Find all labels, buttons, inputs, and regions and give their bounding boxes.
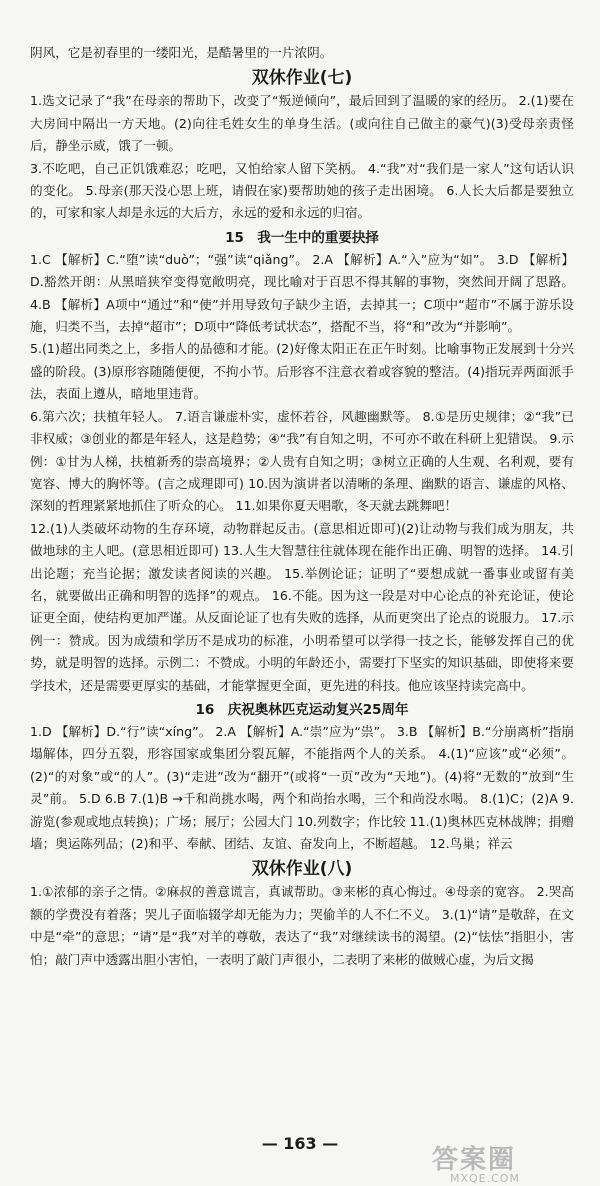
intro-line: 阴风，它是初春里的一缕阳光，是酷暑里的一片浓阴。	[30, 45, 333, 60]
answer-paragraph: 1.①浓郁的亲子之情。②麻叔的善意谎言，真诚帮助。③来彬的真心悔过。④母亲的宽容。 2.哭高额的学费没有着落；哭儿子面临辍学却无能为力；哭偷羊的人不仁不义。 3.(1)“请”是敬辞，在文中是“牵”的意思；“请”是“我”对羊的尊敬，表达了“我”对继续读书的渴望。(2)“怯怯”指胆小，害怕；敲门声中透露出胆小害怕，一表明了敲门声很小，二表明了来彬的做贼心虚，为后文揭	[30, 884, 574, 967]
section-weekend-homework-7	[30, 66, 574, 224]
answer-paragraph: 1.D 【解析】D.“行”读“xíng”。 2.A 【解析】A.“崇”应为“祟”。 3.B 【解析】B.“分崩离析”指崩塌解体，四分五裂，形容国家或集团分裂瓦解，不能指两个人的关系。 4.(1)“应该”或“必须”。(2)“的对象”或“的人”。(3)“走进”改为“翻开”(或将“一页”改为“天地”)。(4)将“无数的”放到“生灵”前。 5.D 6.B 7.(1)B →千和尚挑水喝，两个和尚抬水喝，三个和尚没水喝。 8.(1)C；(2)A 9.游览(参观或地点转换)；广场；展厅；公园大门 10.列数字；作比较 11.(1)奥林匹克林战牌；捐赠墙；奥运陈列品；(2)和平、奉献、团结、友谊、奋发向上，不断超越。 12.鸟巢；祥云	[30, 723, 574, 851]
answer-paragraph: 1.C 【解析】C.“堕”读“duò”；“强”读“qiǎng”。 2.A 【解析】A.“入”应为“如”。 3.D 【解析】D.豁然开朗：从黑暗狭窄变得宽敞明亮，现比喻对于百思不得其解的事物，突然间开阔了思路。 4.B 【解析】A项中“通过”和“使”并用导致句子缺少主语，去掉其一；C项中“超市”不属于游乐设施，归类不当，去掉“超市”；D项中“降低考试状态”，搭配不当，将“和”改为“并影响”。	[30, 251, 574, 335]
answer-paragraph: 1.选文记录了“我”在母亲的帮助下，改变了“叛逆倾向”，最后回到了温暖的家的经历。 2.(1)要在大房间中隔出一方天地。(2)向往毛姓女生的单身生活。(或向往自己做主的豪气)(3)受母亲责怪后，静坐示威，饿了一顿。	[30, 93, 574, 154]
section-weekend-homework-8	[30, 857, 574, 971]
watermark-text: 答案圈	[432, 1145, 517, 1175]
answer-page	[30, 42, 574, 971]
section-lesson-16	[30, 699, 574, 855]
page-number: — 163 —	[261, 1134, 339, 1153]
section-title: 15 我一生中的重要抉择	[225, 229, 379, 246]
watermark-logo	[432, 1145, 582, 1185]
answer-paragraph: 6.第六次；扶植年轻人。 7.语言谦虚朴实，虚怀若谷，风趣幽默等。 8.①是历史规律；②“我”已非权威；③创业的都是年轻人，这是趋势；④“我”有自知之明，不可亦不敢在科研上犯错误。 9.示例：①甘为人梯，扶植新秀的崇高境界；②人贵有自知之明；③树立正确的人生观、名利观，要有宽容、博大的胸怀等。(言之成理即可) 10.因为演讲者以清晰的条理、幽默的语言、谦虚的风格、深刻的哲理紧紧地抓住了听众的心。 11.如果你夏天唱歌，冬天就去跳舞吧！	[30, 408, 574, 514]
section-lesson-15	[30, 227, 574, 697]
watermark-url: MXQE.COM	[450, 1172, 520, 1185]
answer-paragraph: 3.不吃吧，自己正饥饿难忍；吃吧，又怕给家人留下笑柄。 4.“我”对“我们是一家人”这句话认识的变化。 5.母亲(那天没心思上班，请假在家)要帮助她的孩子走出困境。 6.人长大后都是要独立的，可家和家人却是永远的大后方，永远的爱和永远的归宿。	[30, 160, 574, 221]
answer-paragraph: 5.(1)超出同类之上，多指人的品德和才能。(2)好像太阳正在正午时刻。比喻事物正发展到十分兴盛的阶段。(3)原形容随随便便，不拘小节。后形容不注意衣着或容貌的整洁。(4)指玩弄两面派手法，表面上遵从，暗地里违背。	[30, 341, 574, 402]
section-title: 16 庆祝奥林匹克运动复兴25周年	[195, 701, 409, 718]
answer-paragraph: 12.(1)人类破坏动物的生存环境，动物群起反击。(意思相近即可)(2)让动物与我们成为朋友，共做地球的主人吧。(意思相近即可) 13.人生大智慧往往就体现在能作出正确、明智的选择。 14.引出论题；充当论据；激发读者阅读的兴趣。 15.举例论证；证明了“要想成就一番事业或留有美名，就要做出正确和明智的选择”的观点。 16.不能。因为这一段是对中心论点的补充论证，使论证更全面，使结构更加严谨。从反面论证了也有失败的选择，从而更突出了论点的说服力。 17.示例一：赞成。因为成绩和学历不是成功的标准，小明希望可以学得一技之长，能够发挥自己的优势，就是明智的选择。示例二：不赞成。小明的年龄还小，需要打下坚实的知识基础，即使将来要学技术，还是需要更厚实的基础，才能掌握更全面，更先进的科技。他应该坚持读完高中。	[30, 520, 574, 693]
section-title: 双休作业(七)	[251, 68, 353, 89]
section-title: 双休作业(八)	[251, 859, 353, 880]
